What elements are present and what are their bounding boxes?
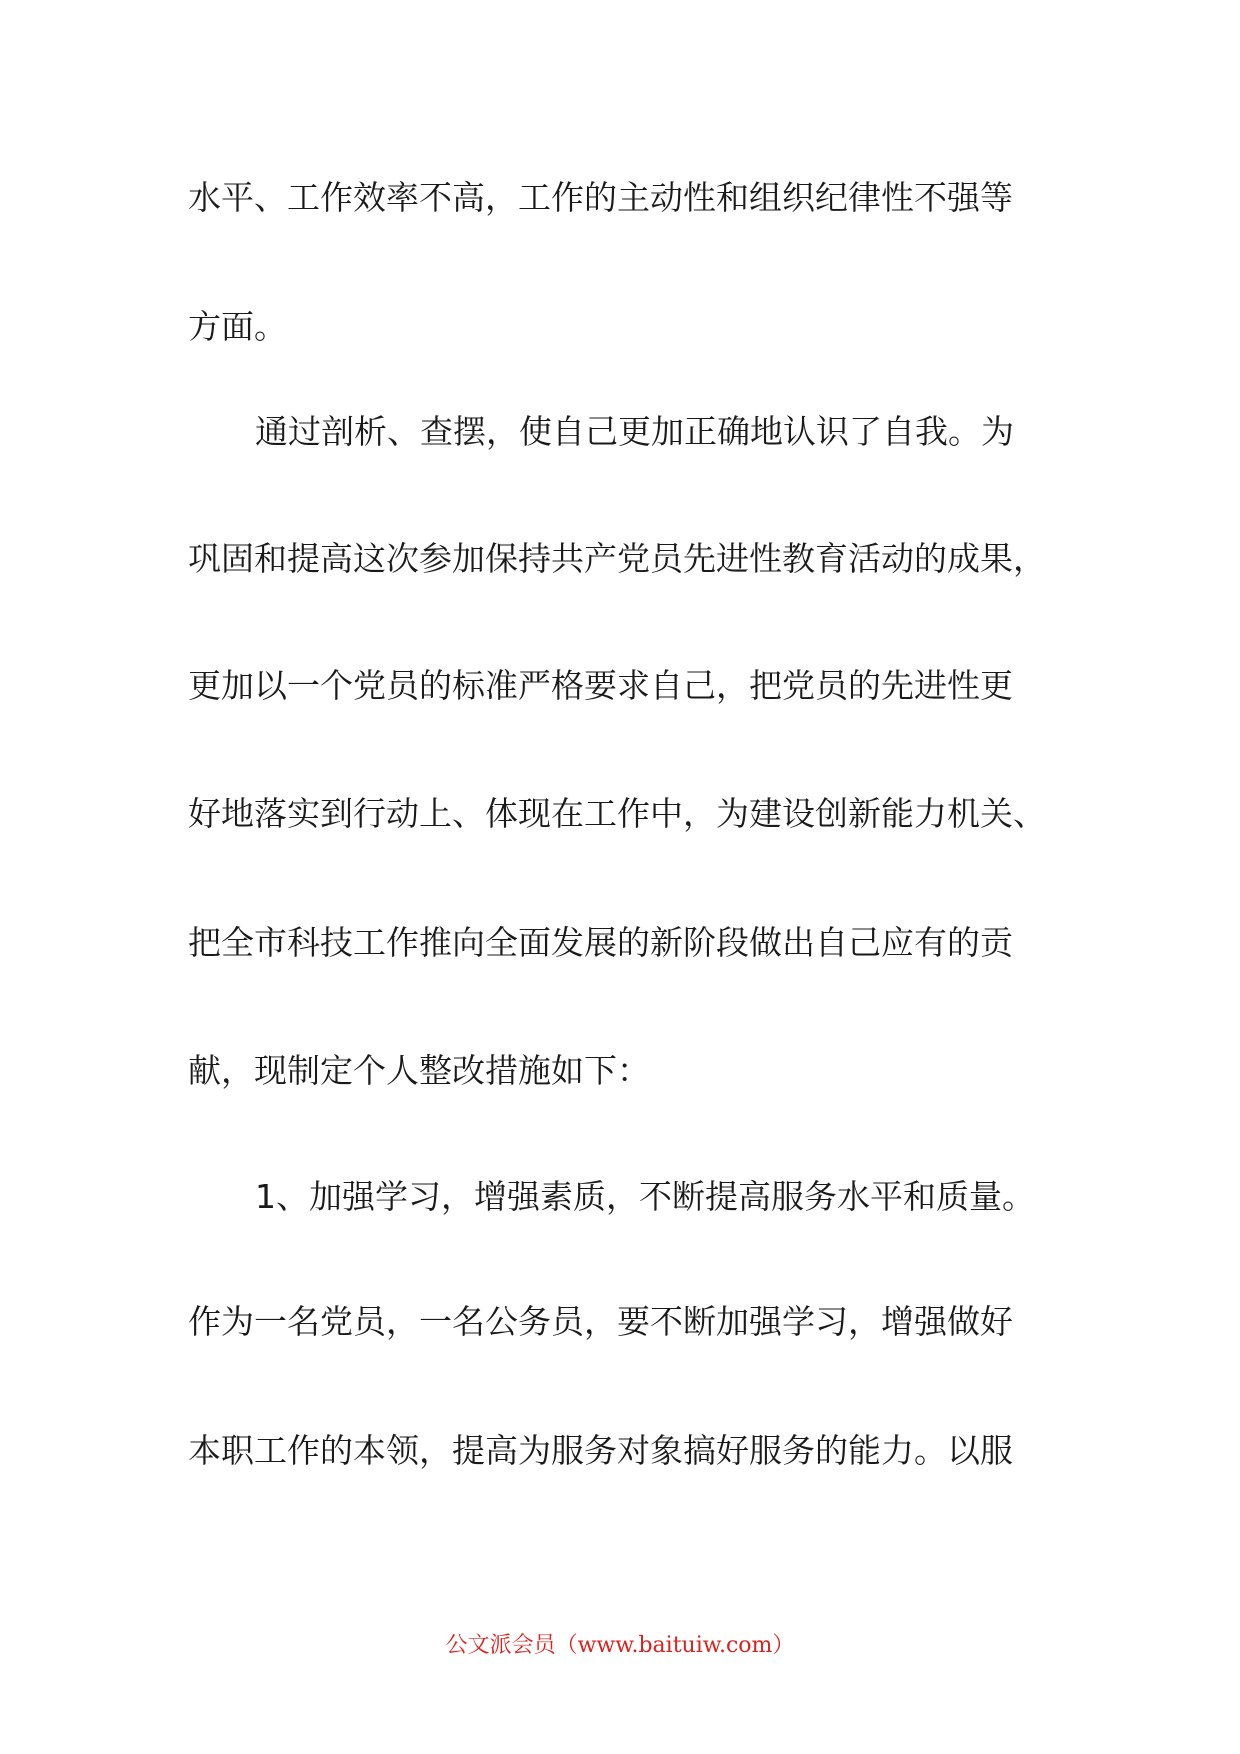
body-line-3: 通过剖析、查摆，使自己更加正确地认识了自我。为	[255, 412, 1014, 451]
body-line-2: 方面。	[188, 307, 287, 346]
body-line-9: 1、加强学习，增强素质，不断提高服务水平和质量。	[255, 1177, 1035, 1216]
body-line-1: 水平、工作效率不高，工作的主动性和组织纪律性不强等	[188, 178, 1013, 217]
body-line-4: 巩固和提高这次参加保持共产党员先进性教育活动的成果，	[188, 539, 1046, 578]
body-line-5: 更加以一个党员的标准严格要求自己，把党员的先进性更	[188, 666, 1013, 705]
body-line-7: 把全市科技工作推向全面发展的新阶段做出自己应有的贡	[188, 923, 1013, 962]
footer-watermark-text: 公文派会员（www.baituiw.com）	[445, 1633, 795, 1658]
body-line-8: 献，现制定个人整改措施如下：	[188, 1051, 650, 1090]
body-line-11: 本职工作的本领，提高为服务对象搞好服务的能力。以服	[188, 1431, 1013, 1470]
body-line-6: 好地落实到行动上、体现在工作中，为建设创新能力机关、	[188, 794, 1046, 833]
body-line-10: 作为一名党员，一名公务员，要不断加强学习，增强做好	[188, 1302, 1013, 1341]
